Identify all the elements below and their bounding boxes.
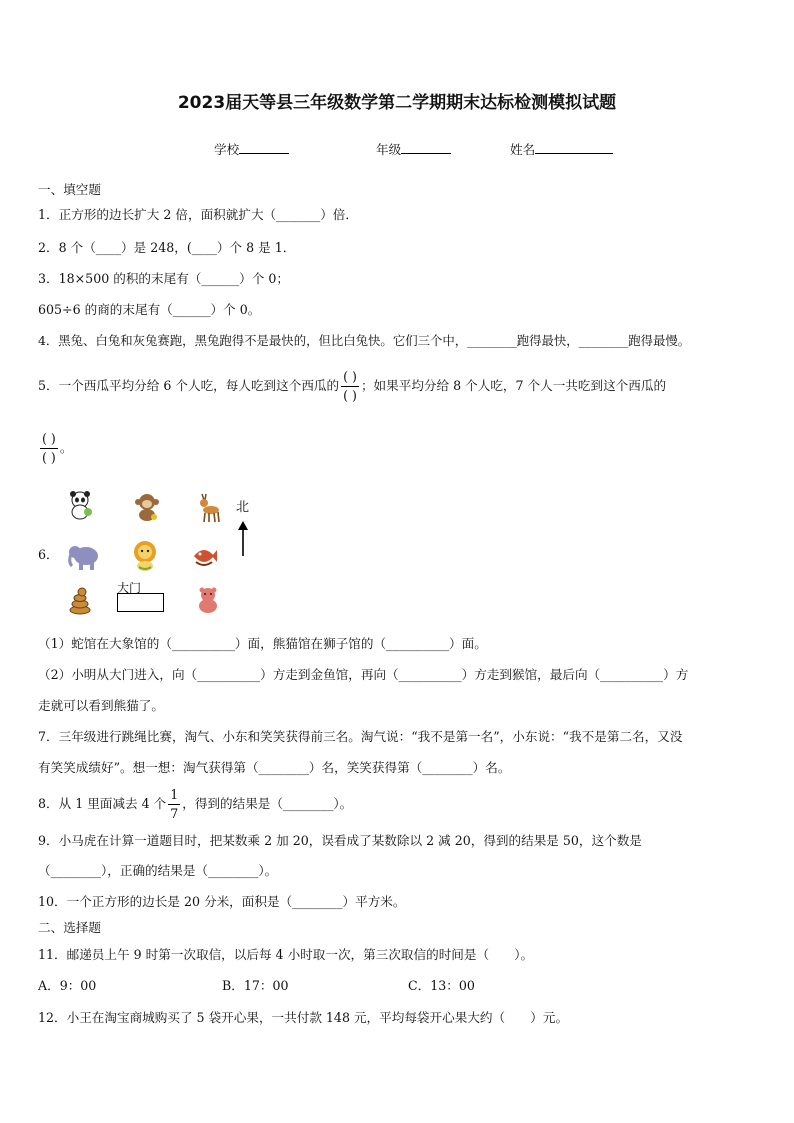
page-title: 2023届天等县三年级数学第二学期期末达标检测模拟试题 (177, 93, 617, 113)
question-11: 11．邮递员上午 9 时第一次取信，以后每 4 小时取一次，第三次取信的时间是（ ）。 (38, 947, 534, 962)
bear-icon (194, 586, 222, 614)
gate-box (117, 593, 164, 612)
question-5-fraction-1[interactable] (341, 368, 359, 405)
lion-icon (130, 540, 158, 568)
fraction-numerator-blank: ( ) (341, 368, 359, 387)
question-8-fraction (168, 786, 180, 823)
question-7-line-1: 7．三年级进行跳绳比赛，淘气、小东和笑笑获得前三名。淘气说：“我不是第一名”，小东说：“我不是第二名，又没 (38, 729, 683, 744)
question-9-line-1: 9．小马虎在计算一道题目时，把某数乘 2 加 20，误看成了某数除以 2 减 20，得到的结果是 50，这个数是 (38, 833, 642, 848)
section-choice-heading: 二、选择题 (38, 920, 101, 935)
name-field (510, 141, 613, 158)
question-5-text-2: ；如果平均分给 8 个人吃，7 个人一共吃到这个西瓜的 (360, 378, 667, 393)
fraction-denominator: 7 (170, 806, 179, 821)
question-5-end: 。 (59, 440, 73, 455)
question-5-line-1 (38, 366, 666, 406)
gate-label: 大门 (117, 581, 142, 595)
elephant-icon (66, 540, 102, 568)
panda-icon (66, 490, 94, 518)
fraction-denominator-blank: ( ) (42, 450, 56, 465)
question-6-2-line-2: 走就可以看到熊猫了。 (38, 698, 164, 713)
snake-icon (66, 586, 94, 614)
question-8 (38, 784, 352, 824)
question-8-text-1: 8．从 1 里面减去 4 个 (38, 796, 167, 811)
question-5-fraction-2[interactable] (40, 430, 58, 467)
question-1: 1．正方形的边长扩大 2 倍，面积就扩大（_______）倍． (38, 207, 358, 222)
fraction-numerator: 1 (168, 786, 180, 805)
school-label: 学校 (214, 142, 240, 157)
school-blank[interactable] (239, 141, 289, 154)
question-8-text-2: ，得到的结果是（________）。 (182, 796, 353, 811)
question-6-2-line-1: （2）小明从大门进入，向（__________）方走到金鱼馆，再向（__________）方走到猴馆，最后向（__________）方 (38, 667, 689, 682)
grade-label: 年级 (376, 142, 402, 157)
goldfish-icon (190, 542, 218, 570)
question-5-line-2 (38, 428, 72, 468)
question-2: 2．8 个（____）是 248，(____）个 8 是 1． (38, 240, 296, 255)
question-5-text-1: 5．一个西瓜平均分给 6 个人吃，每人吃到这个西瓜的 (38, 378, 340, 393)
question-11-option-c[interactable]: C．13：00 (408, 978, 475, 993)
name-blank[interactable] (535, 141, 613, 154)
grade-blank[interactable] (401, 141, 451, 154)
question-4: 4．黑兔、白兔和灰兔赛跑，黑兔跑得不是最快的，但比白兔快。它们三个中，________跑得最快，________跑得最慢。 (38, 333, 691, 348)
fraction-numerator-blank: ( ) (40, 430, 58, 449)
north-label: 北 (236, 500, 250, 515)
section-fill-heading: 一、填空题 (38, 182, 101, 197)
question-6-number: 6． (38, 547, 59, 562)
question-9-line-2: （________），正确的结果是（________）。 (38, 863, 278, 878)
monkey-icon (133, 492, 161, 520)
fraction-denominator-blank: ( ) (343, 388, 357, 403)
grade-field (376, 141, 451, 158)
question-11-option-b[interactable]: B．17：00 (222, 978, 289, 993)
question-3-line-2: 605÷6 的商的末尾有（______）个 0。 (38, 302, 261, 317)
school-field (214, 141, 289, 158)
north-arrow-icon (236, 520, 250, 558)
question-10: 10．一个正方形的边长是 20 分米，面积是（________）平方米。 (38, 894, 406, 909)
name-label: 姓名 (510, 142, 536, 157)
question-7-line-2: 有笑笑成绩好”。想一想：淘气获得第（________）名，笑笑获得第（________）名。 (38, 760, 511, 775)
question-6-1: （1）蛇馆在大象馆的（__________）面，熊猫馆在狮子馆的（__________）面。 (38, 636, 487, 651)
question-12: 12．小王在淘宝商城购买了 5 袋开心果，一共付款 148 元，平均每袋开心果大约（ ）元。 (38, 1010, 569, 1025)
question-11-option-a[interactable]: A．9：00 (38, 978, 97, 993)
deer-icon (194, 492, 222, 520)
question-3-line-1: 3．18×500 的积的末尾有（______）个 0； (38, 271, 289, 286)
